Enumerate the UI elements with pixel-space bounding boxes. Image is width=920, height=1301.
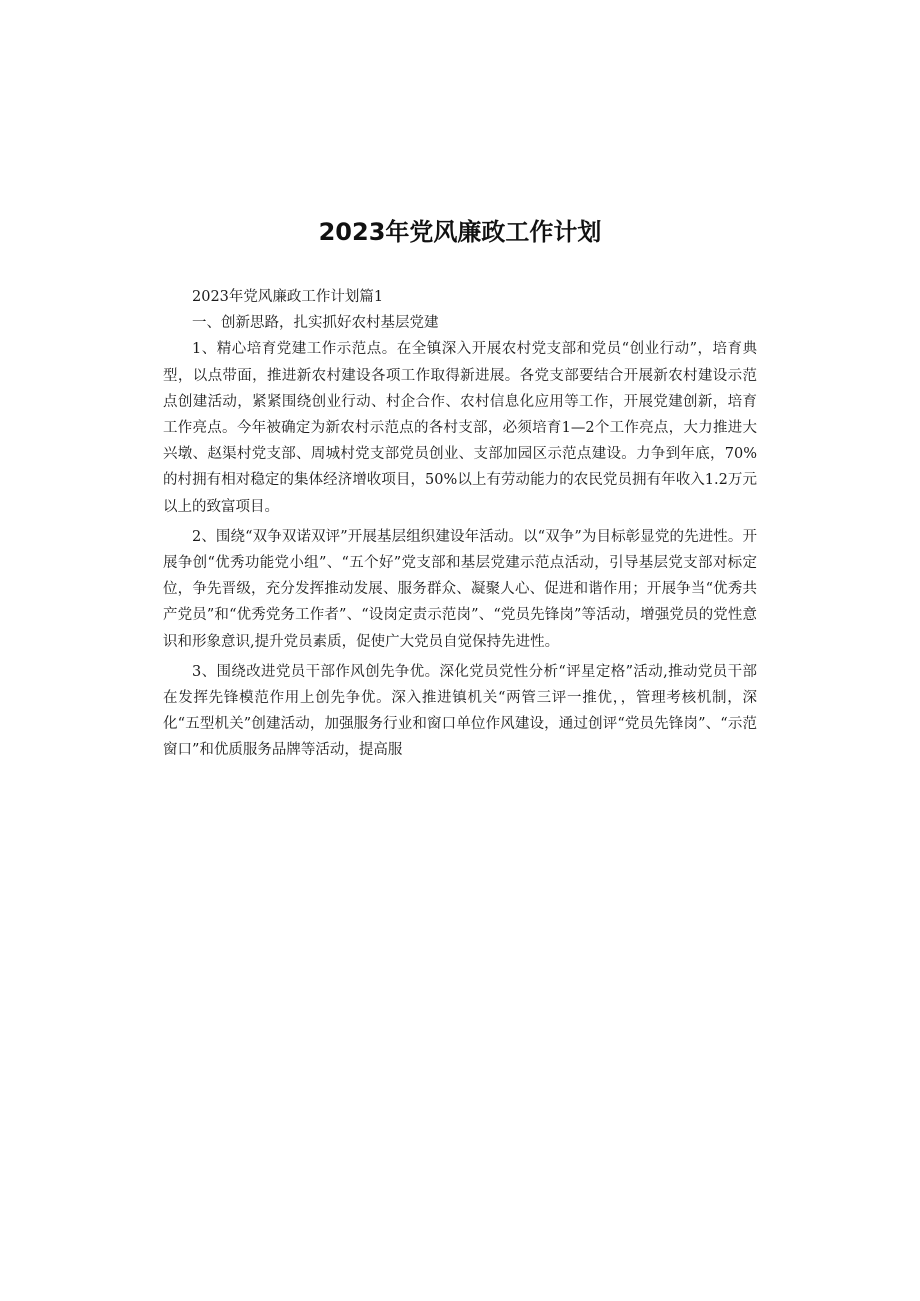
paragraph-2: 2、围绕“双争双诺双评”开展基层组织建设年活动。以“双争”为目标彰显党的先进性。开展争创“优秀功能党小组”、“五个好”党支部和基层党建示范点活动，引导基层党支部对标定位，争先晋级，充分发挥推动发展、服务群众、凝聚人心、促进和谐作用；开展争当“优秀共产党员”和“优秀党务工作者”、“设岗定责示范岗”、“党员先锋岗”等活动，增强党员的党性意识和形象意识,提升党员素质，促使广大党员自觉保持先进性。: [163, 528, 757, 650]
document-body: [163, 284, 757, 764]
paragraph-3: 3、围绕改进党员干部作风创先争优。深化党员党性分析“评星定格”活动,推动党员干部在发挥先锋模范作用上创先争优。深入推进镇机关“两管三评一推优，，管理考核机制，深化“五型机关”创建活动，加强服务行业和窗口单位作风建设，通过创评“党员先锋岗”、“示范窗口”和优质服务品牌等活动，提高服: [163, 663, 757, 759]
paragraph-1: 1、精心培育党建工作示范点。在全镇深入开展农村党支部和党员“创业行动”，培育典型，以点带面，推进新农村建设各项工作取得新进展。各党支部要结合开展新农村建设示范点创建活动，紧紧围绕创业行动、村企合作、农村信息化应用等工作，开展党建创新，培育工作亮点。今年被确定为新农村示范点的各村支部，必须培育1—2个工作亮点，大力推进大兴墩、赵渠村党支部、周城村党支部党员创业、支部加园区示范点建设。力争到年底，70%的村拥有相对稳定的集体经济增收项目，50%以上有劳动能力的农民党员拥有年收入1.2万元以上的致富项目。: [163, 341, 757, 515]
section-heading: 一、创新思路，扎实抓好农村基层党建: [192, 315, 439, 332]
document-subtitle: 2023年党风廉政工作计划篇1: [192, 289, 384, 305]
document-title: 2023年党风廉政工作计划: [318, 218, 602, 246]
